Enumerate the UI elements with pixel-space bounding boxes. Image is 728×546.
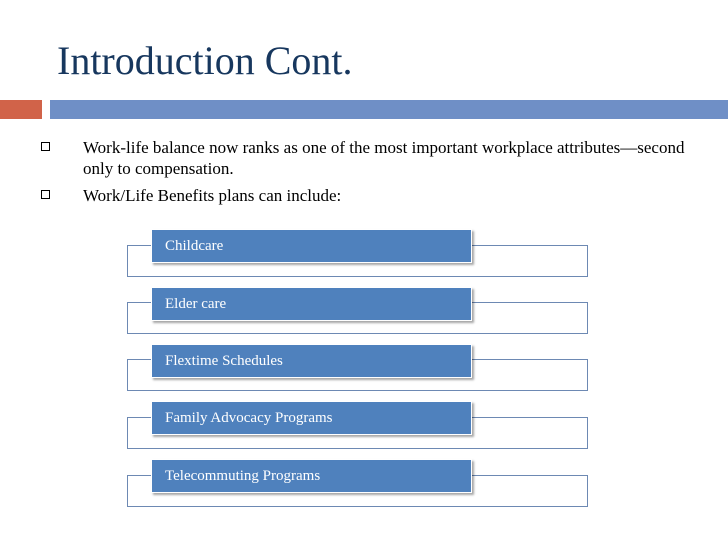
- square-bullet-icon: [41, 142, 50, 151]
- title-rule: [50, 100, 728, 119]
- title-rule-accent: [0, 100, 42, 119]
- list-item-label: Family Advocacy Programs: [151, 401, 472, 435]
- bullet-item: [41, 185, 701, 206]
- bullet-text: Work-life balance now ranks as one of the most important workplace attributes—second only to compensation.: [83, 138, 685, 178]
- bullet-item: [41, 137, 701, 179]
- square-bullet-icon: [41, 190, 50, 199]
- list-item-label: Flextime Schedules: [151, 344, 472, 378]
- list-item-label: Elder care: [151, 287, 472, 321]
- slide-title: Introduction Cont.: [57, 38, 353, 83]
- list-item-label: Telecommuting Programs: [151, 459, 472, 493]
- bullet-text: Work/Life Benefits plans can include:: [83, 186, 342, 205]
- list-item-label: Childcare: [151, 229, 472, 263]
